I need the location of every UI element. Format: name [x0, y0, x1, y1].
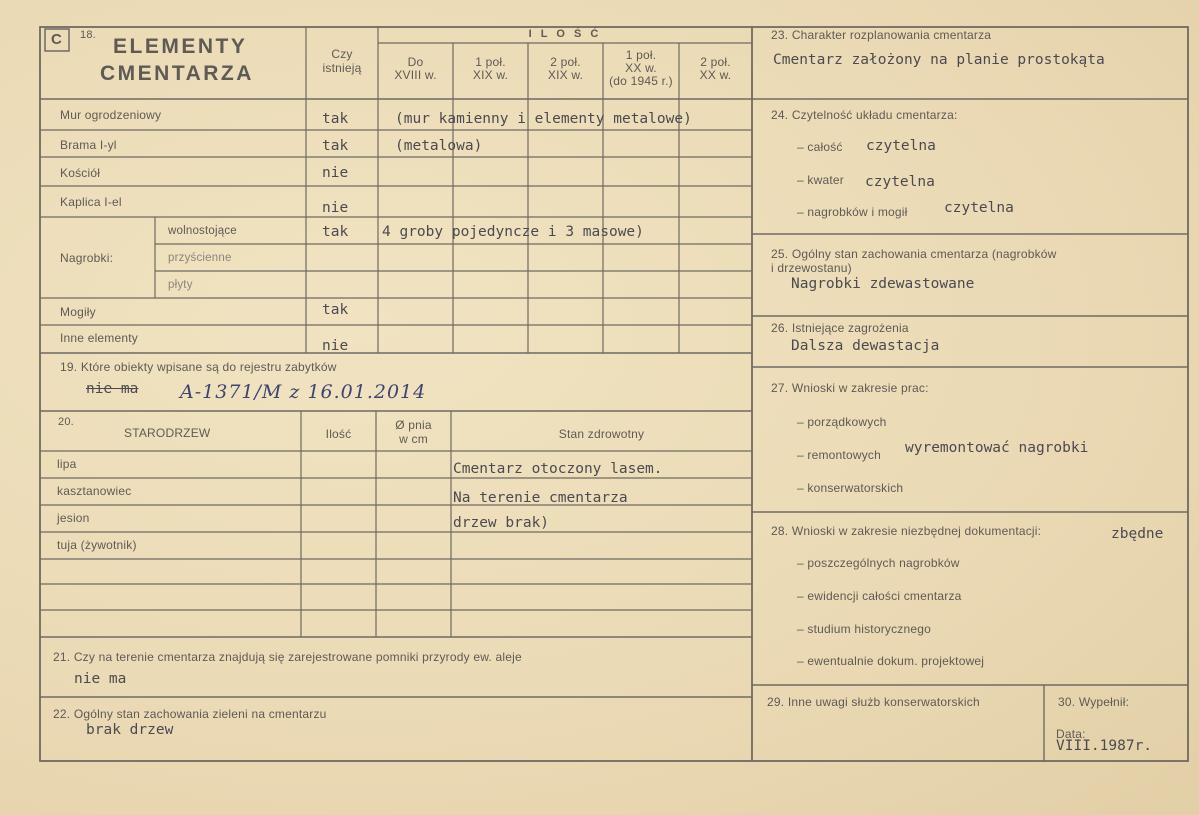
section-26-value: Dalsza dewastacja: [791, 338, 940, 354]
section-28-item: – poszczególnych nagrobków: [797, 556, 960, 570]
stan-zdrowotny-note: Na terenie cmentarza: [453, 490, 628, 506]
section-27-item-label: – porządkowych: [797, 415, 887, 429]
pnia-header-line2: w cm: [399, 432, 428, 446]
row-note-wolnostojace: 4 groby pojedyncze i 3 masowe): [382, 224, 644, 240]
section-27-label: 27. Wnioski w zakresie prac:: [771, 381, 929, 395]
section-23-value: Cmentarz założony na planie prostokąta: [773, 52, 1105, 68]
row-label-brama: Brama I-yl: [60, 138, 117, 152]
section-21-label: 21. Czy na terenie cmentarza znajdują się zarejestrowane pomniki przyrody ew. aleje: [53, 650, 522, 664]
pnia-header-line1: Ø pnia: [395, 418, 432, 432]
tree-row-label: tuja (żywotnik): [57, 538, 137, 552]
section-22-label: 22. Ogólny stan zachowania zieleni na cmentarzu: [53, 707, 327, 721]
section-24-item-label: – całość: [797, 140, 843, 154]
col-header-2pol-xix: [528, 56, 603, 82]
section-27-item-label: – remontowych: [797, 448, 881, 462]
section-28-item: – ewidencji całości cmentarza: [797, 589, 962, 603]
tree-row-label: lipa: [57, 457, 77, 471]
section-18-title-line1: ELEMENTY: [113, 35, 248, 58]
row-value-mogily: tak: [322, 302, 349, 318]
col-header-line: Do: [407, 55, 424, 69]
section-23-label: 23. Charakter rozplanowania cmentarza: [771, 28, 992, 42]
row-value-inne: nie: [322, 338, 349, 354]
section-19-handwritten-value: A-1371/M z 16.01.2014: [180, 381, 427, 403]
section-30-label: 30. Wypełnił:: [1058, 695, 1130, 709]
section-21-value: nie ma: [74, 671, 127, 687]
section-20-number: 20.: [58, 416, 74, 428]
section-25-label-line1: 25. Ogólny stan zachowania cmentarza (nagrobków: [771, 247, 1057, 261]
section-24-item-label: – kwater: [797, 173, 844, 187]
col-header-line: (do 1945 r.): [609, 74, 673, 88]
row-label-kaplica: Kaplica I-el: [60, 195, 122, 209]
section-24-item-value: czytelna: [944, 200, 1014, 216]
section-30-date-label: Data:: [1056, 727, 1086, 741]
col-header-line: XX w.: [699, 68, 732, 82]
col-header-1pol-xx: [603, 49, 679, 88]
row-note-mur: (mur kamienny i elementy metalowe): [395, 111, 692, 127]
section-30-date-value: VIII.1987r.: [1056, 738, 1153, 754]
starodrzew-header: STARODRZEW: [124, 426, 211, 440]
row-note-brama: (metalowa): [395, 138, 483, 154]
row-value-kosciol: nie: [322, 165, 349, 181]
section-24-item-value: czytelna: [866, 138, 936, 154]
row-label-nagrobki: Nagrobki:: [60, 251, 114, 265]
czy-istnieja-header: [306, 47, 378, 75]
section-letter: C: [51, 31, 63, 48]
row-label-wolnostojace: wolnostojące: [168, 225, 237, 237]
czy-istnieja-line2: istnieją: [322, 61, 362, 75]
tree-row-label: jesion: [57, 511, 90, 525]
col-header-do-xviii: [378, 56, 453, 82]
col-header-line: 2 poł.: [700, 55, 731, 69]
section-19-struck-value: nie ma: [86, 381, 139, 397]
row-label-kosciol: Kościół: [60, 166, 101, 180]
section-24-label: 24. Czytelność układu cmentarza:: [771, 108, 958, 122]
section-24-item-value: czytelna: [865, 174, 935, 190]
col-header-line: 1 poł.: [625, 48, 657, 62]
row-label-plyty: płyty: [168, 279, 193, 291]
section-19-label: 19. Które obiekty wpisane są do rejestru zabytków: [60, 360, 337, 374]
col-header-line: XVIII w.: [394, 68, 437, 82]
section-25-label-line2: i drzewostanu): [771, 261, 852, 275]
section-22-value: brak drzew: [86, 722, 174, 738]
row-value-brama: tak: [322, 138, 349, 154]
stan-zdrowotny-note: Cmentarz otoczony lasem.: [453, 461, 663, 477]
section-28-value: zbędne: [1111, 526, 1164, 542]
row-value-wolnostojace: tak: [322, 224, 349, 240]
section-28-item: – ewentualnie dokum. projektowej: [797, 654, 985, 668]
col-header-1pol-xix: [453, 56, 528, 82]
row-label-mur: Mur ogrodzeniowy: [60, 108, 162, 122]
section-18-number: 18.: [80, 29, 96, 41]
row-label-przyscienne: przyścienne: [168, 252, 232, 264]
czy-istnieja-line1: Czy: [331, 47, 353, 61]
col-header-line: XIX w.: [547, 68, 584, 82]
ilosc-header: I L O Ś Ć: [528, 28, 602, 40]
stan-zdrowotny-header: Stan zdrowotny: [558, 427, 645, 441]
col-header-2pol-xx: [679, 56, 752, 82]
col-header-line: XX w.: [625, 61, 657, 75]
section-27-item-value: wyremontować nagrobki: [905, 440, 1089, 456]
section-24-item-label: – nagrobków i mogił: [797, 205, 908, 219]
section-29-label: 29. Inne uwagi służb konserwatorskich: [767, 695, 980, 709]
pnia-column-header: [376, 418, 451, 446]
row-label-mogily: Mogiły: [60, 305, 96, 319]
tree-row-label: kasztanowiec: [57, 484, 132, 498]
col-header-line: 2 poł.: [550, 55, 581, 69]
row-value-kaplica: nie: [322, 200, 349, 216]
col-header-line: 1 poł.: [475, 55, 506, 69]
section-18-title-line2: CMENTARZA: [100, 62, 254, 85]
section-27-item-label: – konserwatorskich: [797, 481, 904, 495]
section-28-label: 28. Wnioski w zakresie niezbędnej dokumentacji:: [771, 524, 1042, 538]
section-26-label: 26. Istniejące zagrożenia: [771, 321, 909, 335]
col-header-line: XIX w.: [472, 68, 509, 82]
section-28-item: – studium historycznego: [797, 622, 931, 636]
section-25-value: Nagrobki zdewastowane: [791, 276, 975, 292]
stan-zdrowotny-note: drzew brak): [453, 515, 550, 531]
ilosc-column-header: Ilość: [325, 427, 352, 441]
row-label-inne: Inne elementy: [60, 331, 138, 345]
row-value-mur: tak: [322, 111, 349, 127]
